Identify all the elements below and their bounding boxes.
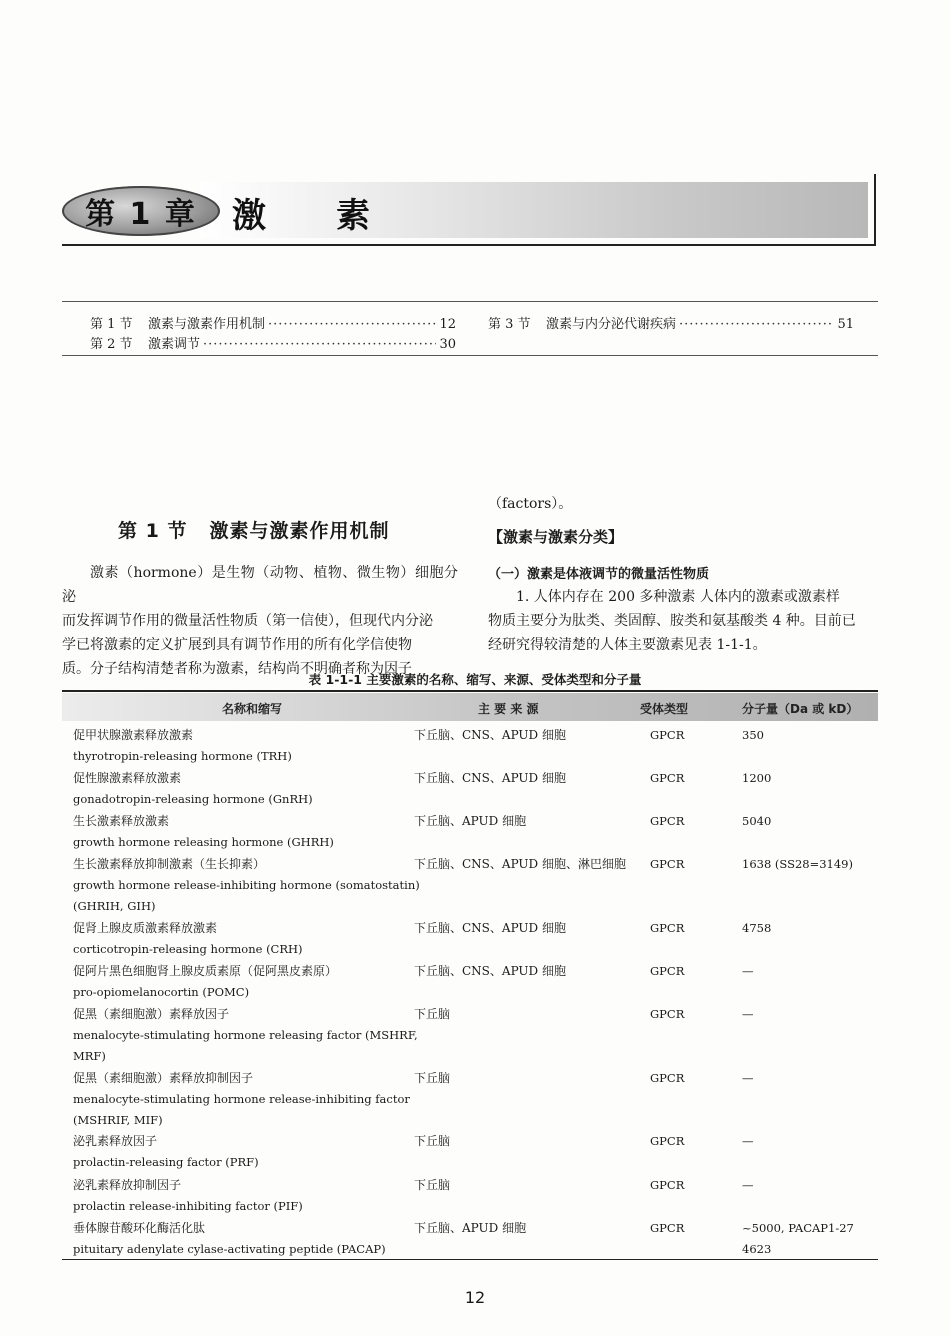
toc-leader [203,337,436,352]
toc-section-name: 激素与内分泌代谢疾病 [546,317,677,332]
toc-entry[interactable] [488,313,854,332]
receptor-type: GPCR [650,857,685,871]
toc-top-rule [62,301,878,302]
hormone-name-en: gonadotropin-releasing hormone (GnRH) [73,792,313,806]
toc-page-number: 51 [837,317,854,332]
molecular-weight: 4623 [742,1242,772,1256]
toc-section-number: 第 1 节 [90,317,133,332]
chapter-badge [62,186,220,236]
receptor-type: GPCR [650,964,685,978]
hormone-source: 下丘脑 [414,1178,451,1192]
toc-bottom-rule [62,355,878,356]
hormone-name-en: pituitary adenylate cylase-activating peptide (PACAP) [73,1242,386,1256]
hormone-name-cn: 生长激素释放抑制激素（生长抑素） [73,857,266,871]
toc-page-number: 12 [439,317,456,332]
hormone-name-cn: 垂体腺苷酸环化酶活化肽 [73,1221,206,1235]
hormone-name-cn: 促黑（素细胞激）素释放因子 [73,1007,230,1021]
page-number: 12 [464,1288,486,1307]
table-header-cell: 分子量（Da 或 kD） [742,702,859,716]
table-header-row [62,693,878,721]
molecular-weight: — [742,1071,754,1085]
hormone-name-cn: 促肾上腺皮质激素释放激素 [73,921,218,935]
hormone-name-cn: 促阿片黑色细胞肾上腺皮质素原（促阿黑皮素原） [73,964,338,978]
receptor-type: GPCR [650,728,685,742]
table-header-cell: 主 要 来 源 [478,702,539,716]
molecular-weight: ~5000, PACAP1-27 [742,1221,854,1235]
hormone-source: 下丘脑 [414,1071,451,1085]
intro-paragraph [62,561,458,681]
hormone-source: 下丘脑、APUD 细胞 [414,814,527,828]
hormone-source: 下丘脑、APUD 细胞 [414,1221,527,1235]
receptor-type: GPCR [650,771,685,785]
molecular-weight: 5040 [742,814,772,828]
receptor-type: GPCR [650,1134,685,1148]
table-caption: 表 1-1-1 主要激素的名称、缩写、来源、受体类型和分子量 [308,672,642,687]
table-top-rule [62,690,878,692]
hormone-source: 下丘脑、CNS、APUD 细胞、淋巴细胞 [414,857,626,871]
hormone-name-en: menalocyte-stimulating hormone releasing factor (MSHRF, [73,1028,418,1042]
molecular-weight: — [742,964,754,978]
section-title: 激素与激素作用机制 [209,520,390,542]
chapter-label: 第 1 章 [85,197,197,232]
subsection-heading: 【激素与激素分类】 [488,528,624,546]
hormone-source: 下丘脑、CNS、APUD 细胞 [414,728,566,742]
text-line: 经研究得较清楚的人体主要激素见表 1-1-1。 [488,637,767,653]
text-line: 而发挥调节作用的微量活性物质（第一信使），但现代内分泌 [62,613,433,629]
hormone-name-en: (GHRIH, GIH) [73,899,156,913]
hormone-source: 下丘脑、CNS、APUD 细胞 [414,771,566,785]
hormone-name-en: thyrotropin-releasing hormone (TRH) [73,749,292,763]
hormone-source: 下丘脑、CNS、APUD 细胞 [414,921,566,935]
hormone-name-en: menalocyte-stimulating hormone release-inhibiting factor [73,1092,410,1106]
hormone-name-cn: 生长激素释放激素 [73,814,170,828]
hormone-source: 下丘脑 [414,1134,451,1148]
text-line: 质。分子结构清楚者称为激素，结构尚不明确者称为因子 [62,661,412,677]
hormone-name-en: prolactin-releasing factor (PRF) [73,1155,259,1169]
table-header-cell: 名称和缩写 [222,702,283,716]
subsubsection-heading: （一）激素是体液调节的微量活性物质 [488,567,710,582]
hormone-name-cn: 泌乳素释放抑制因子 [73,1178,182,1192]
hormone-name-en: (MSHRIF, MIF) [73,1113,163,1127]
hormone-name-cn: 促黑（素细胞激）素释放抑制因子 [73,1071,254,1085]
molecular-weight: 1638 (SS28=3149) [742,857,853,871]
hormone-source: 下丘脑、CNS、APUD 细胞 [414,964,566,978]
text-line: 激素（hormone）是生物（动物、植物、微生物）细胞分泌 [62,565,458,605]
hormone-name-en: prolactin release-inhibiting factor (PIF) [73,1199,303,1213]
toc-leader [268,317,436,332]
text-line: 物质主要分为肽类、类固醇、胺类和氨基酸类 4 种。目前已 [488,613,856,629]
receptor-type: GPCR [650,921,685,935]
banner-vertical-rule [874,174,876,246]
receptor-type: GPCR [650,814,685,828]
toc-section-number: 第 2 节 [90,337,133,352]
toc-entry[interactable] [90,333,456,352]
toc-section-name: 激素与激素作用机制 [148,317,266,332]
table-bottom-rule [62,1259,878,1260]
body-paragraph [488,585,880,657]
toc-entry[interactable] [90,313,456,332]
receptor-type: GPCR [650,1007,685,1021]
section-heading [118,516,389,543]
molecular-weight: — [742,1134,754,1148]
receptor-type: GPCR [650,1178,685,1192]
receptor-type: GPCR [650,1071,685,1085]
receptor-type: GPCR [650,1221,685,1235]
molecular-weight: 1200 [742,771,772,785]
molecular-weight: 4758 [742,921,772,935]
hormone-name-en: MRF) [73,1049,106,1063]
hormone-name-en: growth hormone releasing hormone (GHRH) [73,835,334,849]
hormone-source: 下丘脑 [414,1007,451,1021]
toc-page-number: 30 [439,337,456,352]
toc-section-number: 第 3 节 [488,317,531,332]
molecular-weight: 350 [742,728,764,742]
hormone-name-en: corticotropin-releasing hormone (CRH) [73,942,303,956]
continuation-text: （factors）。 [488,496,573,512]
banner-horizontal-rule [62,244,876,246]
hormone-name-cn: 促甲状腺激素释放激素 [73,728,194,742]
hormone-name-en: growth hormone release-inhibiting hormone (somatostatin) [73,878,420,892]
table-header-cell: 受体类型 [640,702,689,716]
hormone-name-en: pro-opiomelanocortin (POMC) [73,985,250,999]
hormone-name-cn: 泌乳素释放因子 [73,1134,158,1148]
toc-leader [679,317,834,332]
toc-section-name: 激素调节 [148,337,201,352]
hormone-name-cn: 促性腺激素释放激素 [73,771,182,785]
molecular-weight: — [742,1007,754,1021]
text-line: 1. 人体内存在 200 多种激素 人体内的激素或激素样 [516,589,840,605]
section-number: 第 1 节 [118,520,188,542]
text-line: 学已将激素的定义扩展到具有调节作用的所有化学信使物 [62,637,412,653]
chapter-title: 激素 [232,196,440,236]
molecular-weight: — [742,1178,754,1192]
